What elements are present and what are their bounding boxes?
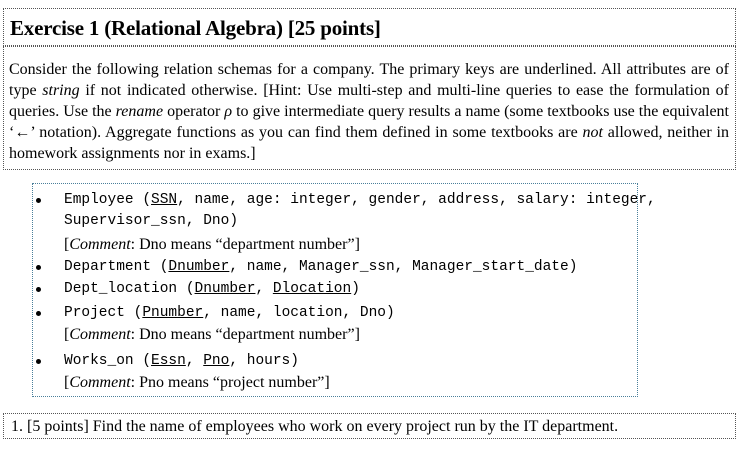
schema-list-box bbox=[32, 183, 656, 397]
primary-key: Essn bbox=[151, 353, 186, 369]
comment-text: : Pno means “project number”] bbox=[130, 374, 330, 391]
relation-name: Department ( bbox=[64, 259, 169, 275]
bullet-icon bbox=[36, 265, 41, 270]
attributes: , name, location, Dno) bbox=[203, 305, 395, 321]
intro-paragraph bbox=[9, 59, 729, 164]
bullet-icon bbox=[36, 198, 41, 203]
intro-text-5: allowed, neither in homework assignments nor in exams.] bbox=[9, 124, 729, 162]
relation-name: Works_on ( bbox=[64, 353, 152, 369]
comment-text: : Dno means “department number”] bbox=[130, 236, 360, 253]
schema-works-on-comment bbox=[64, 372, 330, 393]
attributes: ) bbox=[351, 281, 360, 297]
schema-works-on-line1 bbox=[64, 351, 299, 372]
question-1: 1. [5 points] Find the name of employees who work on every project run by the IT department. bbox=[11, 418, 619, 435]
primary-key: SSN bbox=[151, 192, 178, 208]
comment-label: Comment bbox=[69, 326, 131, 343]
rho-symbol: ρ bbox=[224, 103, 233, 120]
primary-key: Pno bbox=[203, 353, 230, 369]
relation-name: Dept_location ( bbox=[64, 281, 195, 297]
schema-employee-line1 bbox=[64, 190, 656, 211]
schema-project-comment bbox=[64, 324, 360, 345]
relation-name: Employee ( bbox=[64, 192, 152, 208]
attributes: , name, Manager_ssn, Manager_start_date) bbox=[229, 259, 578, 275]
intro-text-2: if not indicated otherwise. [Hint: Use multi-step and multi-line queries to ease the formulation of queries. Use the bbox=[9, 82, 730, 120]
primary-key: Dnumber bbox=[194, 281, 256, 297]
bullet-icon bbox=[36, 287, 41, 292]
intro-italic-string: string bbox=[42, 82, 80, 99]
schema-project-line1 bbox=[64, 303, 395, 324]
exercise-header bbox=[3, 8, 736, 46]
bullet-icon bbox=[36, 359, 41, 364]
separator: , bbox=[255, 281, 273, 297]
comment-label: Comment bbox=[69, 236, 131, 253]
intro-italic-rename: rename bbox=[115, 103, 164, 120]
primary-key: Dlocation bbox=[272, 281, 352, 297]
primary-key: Dnumber bbox=[168, 259, 230, 275]
schema-employee-line2: Supervisor_ssn, Dno) bbox=[64, 213, 239, 229]
relation-name: Project ( bbox=[64, 305, 143, 321]
schema-employee-comment bbox=[64, 234, 360, 255]
intro-italic-not: not bbox=[582, 124, 603, 141]
intro-text-1: Consider the following relation schemas for a company. The primary keys are underlined. All attributes are of type bbox=[9, 61, 729, 99]
comment-label: Comment bbox=[69, 374, 131, 391]
comment-bracket: [ bbox=[64, 236, 70, 253]
intro-section bbox=[3, 46, 736, 170]
primary-key: Pnumber bbox=[142, 305, 204, 321]
schema-dept-location-line1 bbox=[64, 279, 360, 300]
attributes: , hours) bbox=[229, 353, 299, 369]
intro-text-4: to give intermediate query results a name (some textbooks use the equivalent ‘←’ notation). Aggregate functions as you can find them defined in some textbooks are bbox=[9, 103, 729, 141]
attributes: , name, age: integer, gender, address, salary: integer, bbox=[177, 192, 656, 208]
separator: , bbox=[185, 353, 204, 369]
intro-text-3: operator bbox=[163, 103, 225, 120]
exercise-title: Exercise 1 (Relational Algebra) [25 points] bbox=[10, 16, 381, 40]
bullet-icon bbox=[36, 311, 41, 316]
comment-bracket: [ bbox=[64, 326, 70, 343]
comment-bracket: [ bbox=[64, 374, 70, 391]
question-box bbox=[3, 413, 736, 439]
comment-text: : Dno means “department number”] bbox=[130, 326, 360, 343]
schema-department-line1 bbox=[64, 257, 577, 278]
